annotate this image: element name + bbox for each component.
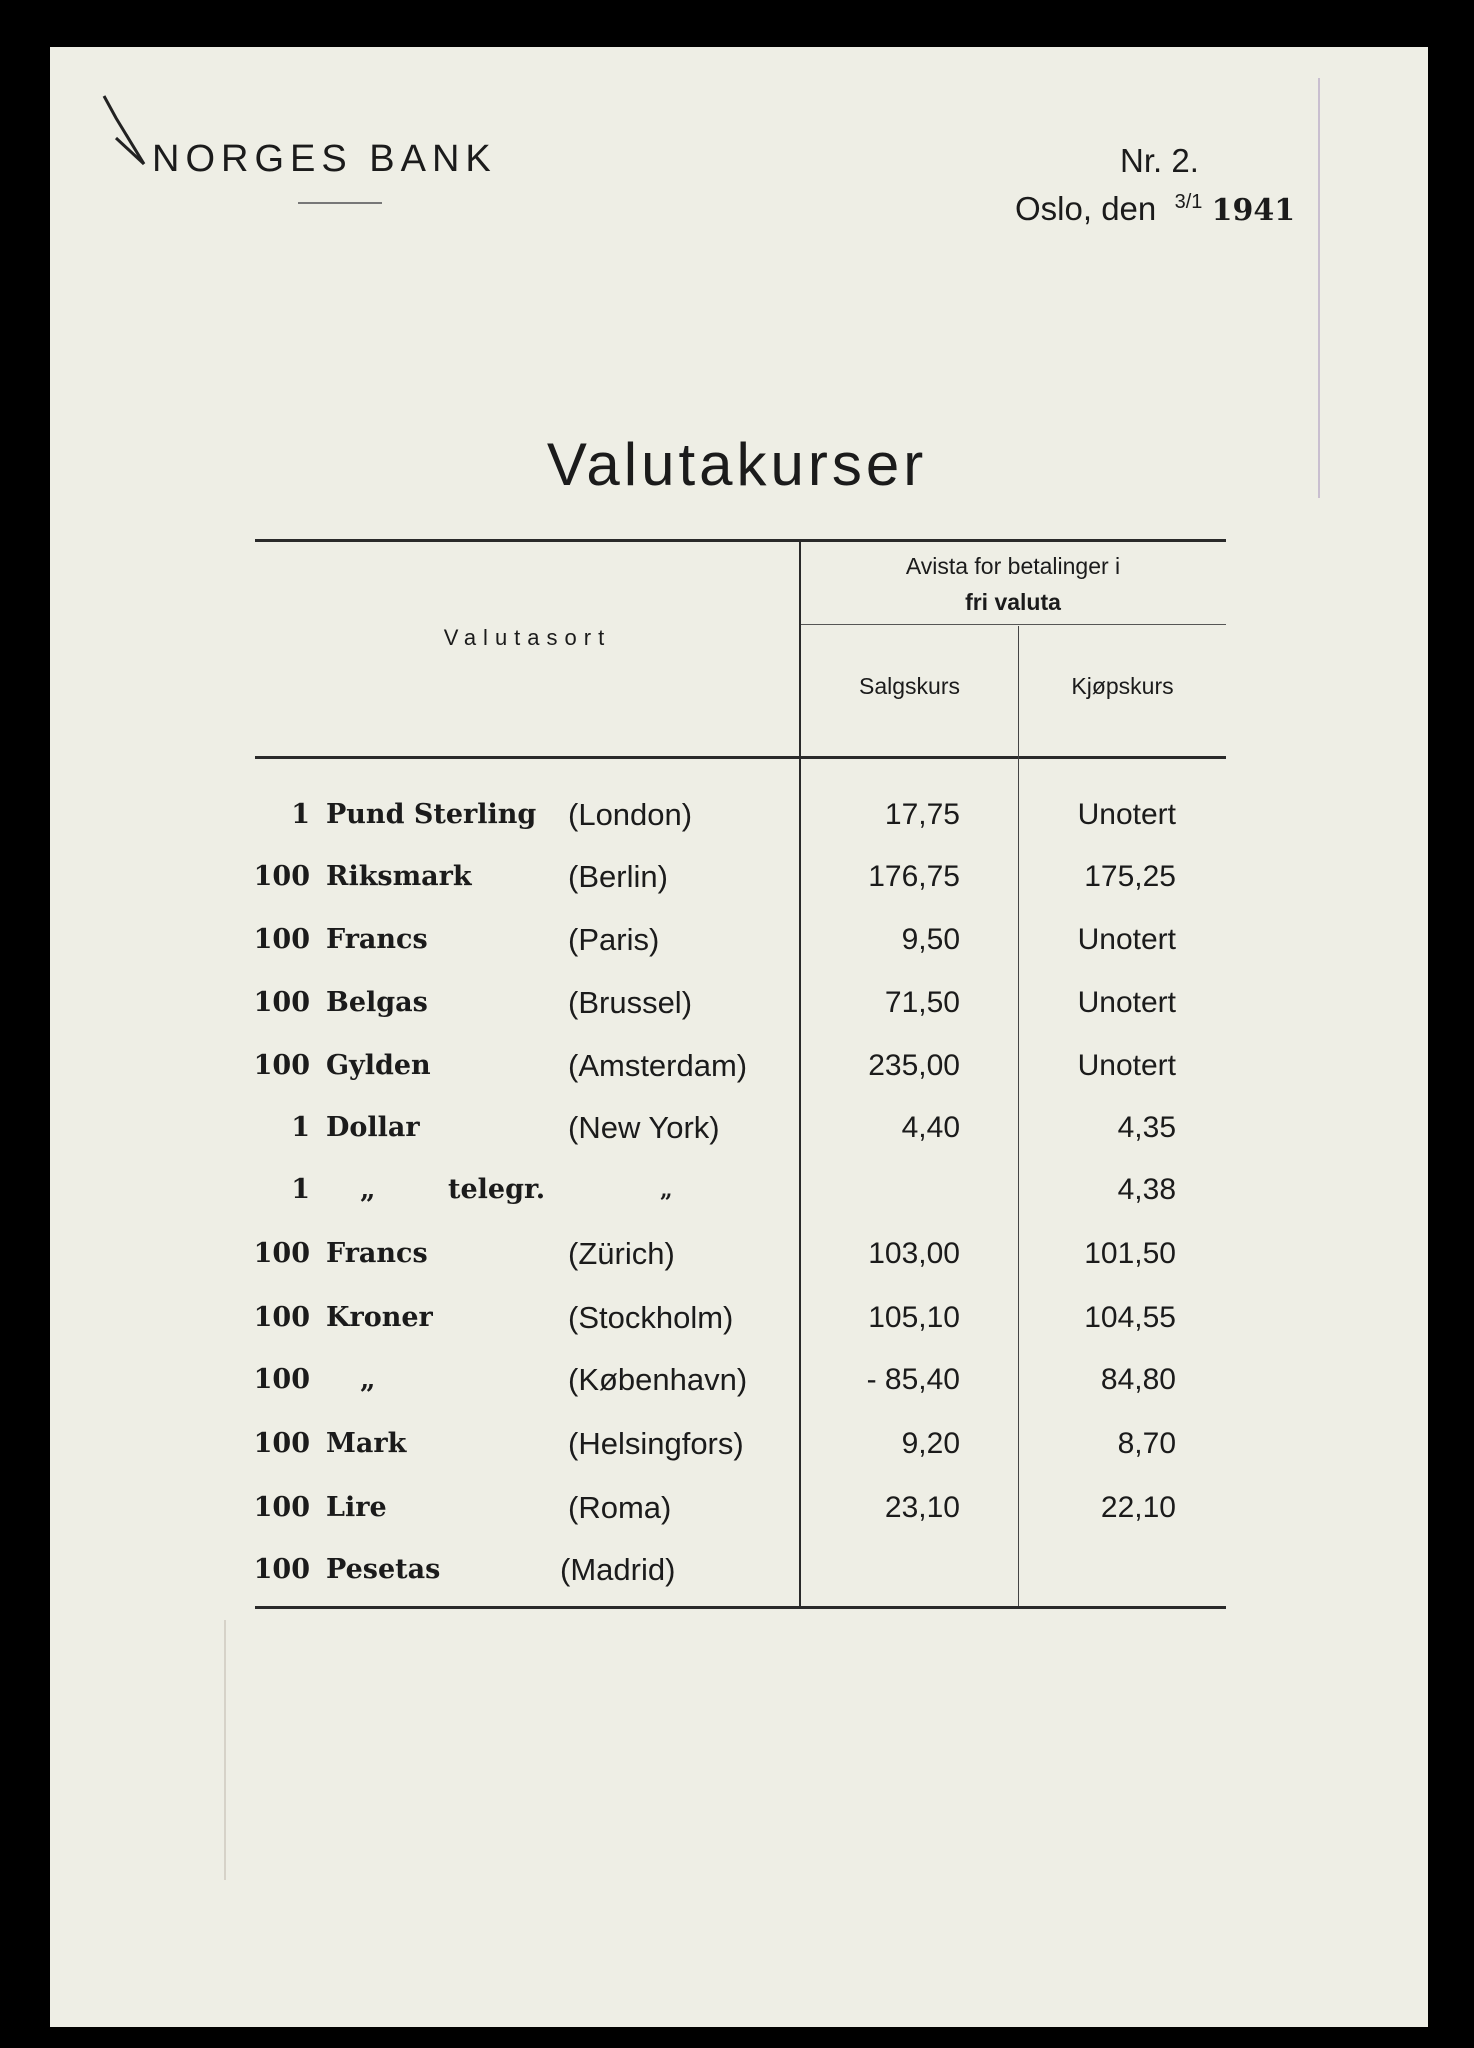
row-amount: 100 [253,1050,310,1081]
table-row [0,785,1474,845]
table-bottom-rule [255,1606,1226,1609]
row-city: (Stockholm) [568,1300,734,1335]
table-row [0,1540,1474,1600]
row-currency: Belgas [326,987,428,1018]
bank-name: NORGES BANK [152,138,497,180]
row-city: (Roma) [568,1490,672,1525]
row-currency: Mark [326,1428,407,1459]
row-amount: 100 [253,924,310,955]
column-group-header [800,548,1226,620]
row-city-ditto-mark: „ [660,1177,673,1203]
row-currency: Kroner [326,1302,433,1333]
faint-margin-line [224,1620,226,1880]
row-city: (London) [568,797,693,832]
table-row [0,1288,1474,1348]
table-row [0,1036,1474,1096]
row-currency: Gylden [326,1050,431,1081]
row-buy-rate: 8,70 [1117,1427,1176,1460]
row-sell-rate: 176,75 [868,860,960,893]
row-sell-rate: 235,00 [868,1049,960,1082]
row-city: (Paris) [568,922,660,957]
row-buy-rate: 4,35 [1117,1111,1176,1144]
row-sell-rate: 105,10 [868,1301,960,1334]
table-row [0,847,1474,907]
row-sell-rate: 71,50 [884,986,960,1019]
row-sell-rate: 9,50 [901,923,960,956]
table-row [0,910,1474,970]
column-header-kjopskurs: Kjøpskurs [1071,673,1174,699]
row-buy-rate: Unotert [1077,923,1176,956]
check-mark-icon [100,90,160,170]
group-header-line1: Avista for betalinger i [905,553,1121,579]
table-row [0,1160,1474,1220]
bank-name-underline [298,202,382,204]
row-sell-rate: 23,10 [884,1491,960,1524]
row-ditto-mark: „ [360,1364,376,1395]
row-amount: 100 [253,1238,310,1269]
row-buy-rate: Unotert [1077,798,1176,831]
row-buy-rate: 4,38 [1117,1173,1176,1206]
row-amount: 1 [291,1174,310,1205]
row-sell-rate: - 85,40 [866,1363,960,1396]
row-amount: 1 [291,799,310,830]
row-buy-rate: 101,50 [1084,1237,1176,1270]
place-label: Oslo, den [1015,190,1157,227]
row-city: (Amsterdam) [568,1048,748,1083]
place-date [1015,190,1295,228]
column-header-salgskurs: Salgskurs [859,673,960,699]
page-title: Valutakurser [546,431,928,498]
group-header-line2: fri valuta [965,589,1061,615]
document-number: Nr. 2. [1120,142,1199,179]
row-currency: Dollar [326,1112,420,1143]
table-row [0,1350,1474,1410]
row-currency: Francs [326,924,428,955]
row-amount: 100 [253,861,310,892]
row-sell-rate: 103,00 [868,1237,960,1270]
row-amount: 100 [253,1492,310,1523]
row-buy-rate: 175,25 [1084,860,1176,893]
table-row [0,1098,1474,1158]
row-ditto-mark: „ [360,1174,376,1205]
row-buy-rate: 104,55 [1084,1301,1176,1334]
row-amount: 100 [253,987,310,1018]
row-currency: Pund Sterling [326,799,537,830]
row-currency: Pesetas [326,1554,441,1585]
row-city: (Zürich) [568,1236,675,1271]
row-city: (Helsingfors) [568,1426,744,1461]
table-row [0,1478,1474,1538]
row-amount: 100 [253,1428,310,1459]
row-buy-rate: Unotert [1077,986,1176,1019]
row-currency: Lire [326,1492,387,1523]
row-city: (Berlin) [568,859,668,894]
row-city: (New York) [568,1110,720,1145]
header-bottom-rule [255,756,1226,759]
table-row [0,1414,1474,1474]
row-amount: 100 [253,1364,310,1395]
date-year: 1941 [1211,193,1296,228]
row-sell-rate: 9,20 [901,1427,960,1460]
date-fraction: 3/1 [1174,191,1203,213]
row-amount: 100 [253,1554,310,1585]
row-sell-rate: 17,75 [884,798,960,831]
row-currency: telegr. [448,1174,546,1205]
column-header-valutasort: Valutasort [443,625,612,650]
table-row [0,1224,1474,1284]
table-row [0,973,1474,1033]
table-top-rule [255,539,1226,542]
row-currency: Riksmark [326,861,472,892]
row-amount: 100 [253,1302,310,1333]
row-sell-rate: 4,40 [901,1111,960,1144]
row-city: (Brussel) [568,985,693,1020]
group-header-rule [800,624,1226,625]
row-buy-rate: 84,80 [1100,1363,1176,1396]
row-city: (København) [568,1362,748,1397]
row-currency: Francs [326,1238,428,1269]
row-buy-rate: Unotert [1077,1049,1176,1082]
row-city: (Madrid) [560,1552,676,1587]
row-buy-rate: 22,10 [1100,1491,1176,1524]
row-amount: 1 [291,1112,310,1143]
